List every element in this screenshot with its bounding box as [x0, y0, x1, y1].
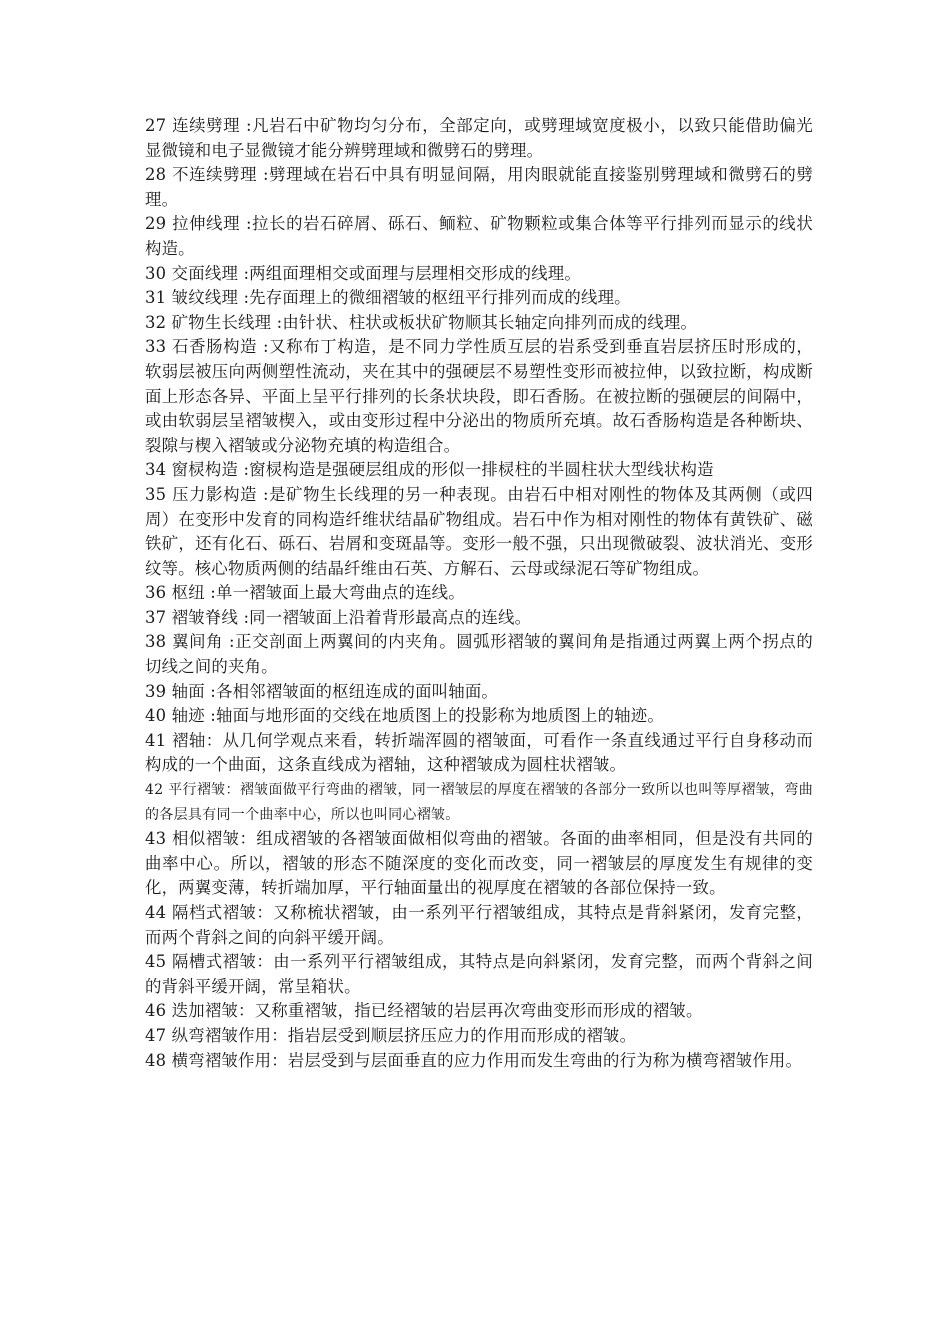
entry-35: 35 压力影构造 :是矿物生长线理的另一种表现。由岩石中相对刚性的物体及其两侧（或四周）在变形中发育的同构造纤维状结晶矿物组成。岩石中作为相对刚性的物体有黄铁矿、磁铁矿，还有化石、砾石、岩屑和变斑晶等。变形一般不强，只出现微破裂、波状消光、变形纹等。核心物质两侧的结晶纤维由石英、方解石、云母或绿泥石等矿物组成。	[145, 484, 813, 578]
entry-40: 40 轴迹 :轴面与地形面的交线在地质图上的投影称为地质图上的轴迹。	[145, 706, 664, 726]
entry-37: 37 褶皱脊线 :同一褶皱面上沿着背形最高点的连线。	[145, 607, 532, 627]
entry-29: 29 拉伸线理 :拉长的岩石碎屑、砾石、鲕粒、矿物颗粒或集合体等平行排列而显示的线状构造。	[145, 214, 813, 258]
entry-31: 31 皱纹线理 :先存面理上的微细褶皱的枢纽平行排列而成的线理。	[145, 288, 631, 308]
entry-27: 27 连续劈理 :凡岩石中矿物均匀分布，全部定向，或劈理域宽度极小，以致只能借助偏光显微镜和电子显微镜才能分辨劈理域和微劈石的劈理。	[145, 116, 813, 160]
entry-33: 33 石香肠构造 :又称布丁构造，是不同力学性质互层的岩系受到垂直岩层挤压时形成的，软弱层被压向两侧塑性流动，夹在其中的强硬层不易塑性变形而被拉伸，以致拉断，构成断面上形态各异、平面上呈平行排列的长条状块段，即石香肠。在被拉断的强硬层的间隔中，或由软弱层呈褶皱楔入，或由变形过程中分泌出的物质所充填。故石香肠构造是各种断块、裂隙与楔入褶皱或分泌物充填的构造组合。	[145, 337, 813, 455]
entry-44: 44 隔档式褶皱：又称梳状褶皱，由一系列平行褶皱组成，其特点是背斜紧闭，发育完整，而两个背斜之间的向斜平缓开阔。	[145, 903, 813, 947]
entry-47: 47 纵弯褶皱作用：指岩层受到顺层挤压应力的作用而形成的褶皱。	[145, 1025, 637, 1045]
entry-34: 34 窗棂构造 :窗棂构造是强硬层组成的形似一排棂柱的半圆柱状大型线状构造	[145, 460, 714, 480]
entry-28: 28 不连续劈理 :劈理域在岩石中具有明显间隔，用肉眼就能直接鉴别劈理域和微劈石的劈理。	[145, 165, 813, 209]
entry-48: 48 横弯褶皱作用：岩层受到与层面垂直的应力作用而发生弯曲的行为称为横弯褶皱作用。	[145, 1050, 803, 1070]
entry-32: 32 矿物生长线理 :由针状、柱状或板状矿物顺其长轴定向排列而成的线理。	[145, 312, 698, 332]
entry-43: 43 相似褶皱：组成褶皱的各褶皱面做相似弯曲的褶皱。各面的曲率相同，但是没有共同的曲率中心。所以，褶皱的形态不随深度的变化而改变，同一褶皱层的厚度发生有规律的变化，两翼变薄，转折端加厚，平行轴面量出的视厚度在褶皱的各部位保持一致。	[145, 829, 813, 898]
entry-45: 45 隔槽式褶皱：由一系列平行褶皱组成，其特点是向斜紧闭，发育完整，而两个背斜之间的背斜平缓开阔，常呈箱状。	[145, 952, 813, 996]
entry-39: 39 轴面 :各相邻褶皱面的枢纽连成的面叫轴面。	[145, 681, 499, 701]
entry-46: 46 迭加褶皱：又称重褶皱，指已经褶皱的岩层再次弯曲变形而形成的褶皱。	[145, 1001, 703, 1021]
document-page	[145, 114, 813, 1073]
entry-36: 36 枢纽 :单一褶皱面上最大弯曲点的连线。	[145, 583, 465, 603]
entry-30: 30 交面线理 :两组面理相交或面理与层理相交形成的线理。	[145, 263, 581, 283]
entry-41: 41 褶轴：从几何学观点来看，转折端浑圆的褶皱面，可看作一条直线通过平行自身移动而构成的一个曲面，这条直线成为褶轴，这种褶皱成为圆柱状褶皱。	[145, 730, 813, 775]
entry-38: 38 翼间角 :正交剖面上两翼间的内夹角。圆弧形褶皱的翼间角是指通过两翼上两个拐点的切线之间的夹角。	[145, 632, 813, 677]
entry-42: 42 平行褶皱：褶皱面做平行弯曲的褶皱，同一褶皱层的厚度在褶皱的各部分一致所以也叫等厚褶皱，弯曲的各层具有同一个曲率中心，所以也叫同心褶皱。	[145, 782, 813, 823]
